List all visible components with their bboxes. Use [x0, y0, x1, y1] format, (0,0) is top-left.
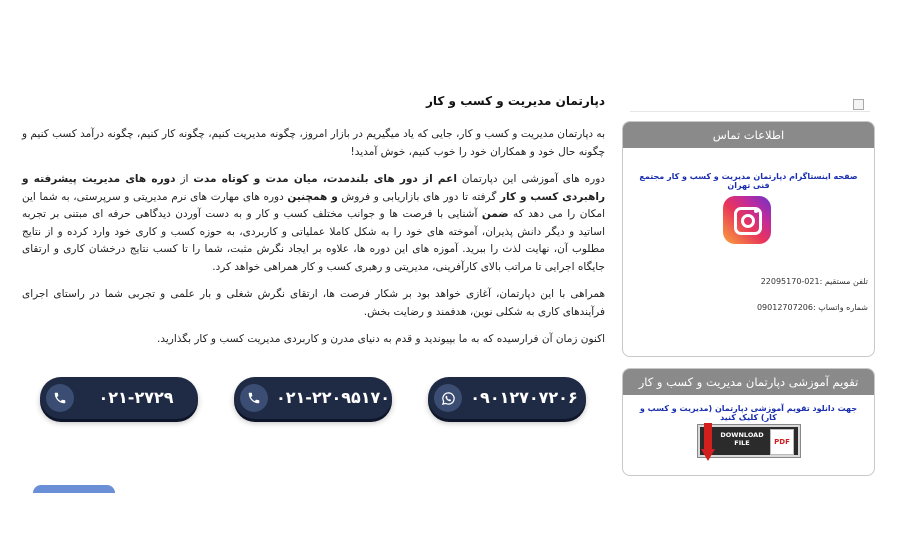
- phone-icon: [240, 384, 268, 412]
- phone-number: ۰۲۱-۲۲۰۹۵۱۷۰: [276, 388, 391, 407]
- partial-button[interactable]: [33, 485, 115, 493]
- whatsapp-button[interactable]: [428, 377, 586, 419]
- call-button-2729[interactable]: [40, 377, 198, 419]
- direct-phone: تلفن مستقیم :021-22095170: [760, 277, 868, 286]
- article-title: دپارتمان مدیریت و کسب و کار: [425, 94, 605, 108]
- contact-info-box: [622, 121, 875, 357]
- calendar-download-link[interactable]: جهت دانلود تقویم آموزشی دپارتمان (مدیریت و کسب و کار) کلیک کنید: [639, 404, 858, 422]
- phone-number: ۰۲۱-۲۷۲۹: [98, 388, 174, 407]
- pdf-icon: PDF: [770, 429, 794, 455]
- download-file-button[interactable]: [697, 424, 801, 458]
- call-button-22095170[interactable]: [234, 377, 392, 419]
- article: [22, 94, 605, 359]
- calendar-header: تقویم آموزشی دپارتمان مدیریت و کسب و کار: [623, 369, 874, 395]
- instagram-icon[interactable]: [723, 196, 771, 244]
- courses-paragraph: دوره های آموزشی این دپارتمان اعم از دور های بلندمدت، میان مدت و کوتاه مدت از دوره های مدیریت پیشرفته و راهبردی کسب و کار گرفته تا دور های بازاریابی و فروش و همچنین دوره های مهارت های نرم مدیریتی و سرپرستی، به شما این امکان را می دهد که ضمن آشنایی با فرصت ها و جوانب مختلف کسب و کار و به دست آوردن دیدگاهی حرفه ای مبتنی بر تجربه اساتید و دیگر دانش پذیران، آموخته های خود را به شکل کاملا عملیاتی و کاربردی، به حوزه کسب و کاری خود وارد کرده و از نتایج مطلوب آن، نهایت لذت را ببرید. آموزه های این دوره ها، علاوه بر ایجاد نگرش مثبت، شما را تا کسب نتایج درخشان کاری و ارتقای جایگاه اجرایی تا مراتب بالای کارآفرینی، مدیریتی و رهبری کسب و کار همراهی خواهد کرد.: [22, 173, 606, 273]
- calendar-box: [622, 368, 875, 476]
- call-to-action-paragraph: اکنون زمان آن فرارسیده که به ما بپیوندید و قدم به دنیای مدرن و کاربردی مدیریت کسب و کار بگذارید.: [157, 333, 605, 345]
- intro-paragraph: به دپارتمان مدیریت و کسب و کار، جایی که یاد میگیریم در بازار امروز، چگونه مدیریت کنیم، چگونه کار کنیم، چگونه درآمد کسب کنیم و چگونه حال خود و همکاران خود را خوب کنیم، خوش آمدید!: [22, 128, 605, 158]
- benefits-paragraph: همراهی با این دپارتمان، آغازی خواهد بود بر شکار فرصت ها، ارتقای نگرش شغلی و بار علمی و تجربی شما در راستای اجرای فرآیندهای کاری به شکلی نوین، هدفمند و رضایت بخش.: [22, 288, 605, 318]
- broken-image-icon: [853, 99, 864, 110]
- broken-image: [630, 99, 870, 112]
- phone-icon: [46, 384, 74, 412]
- download-arrow-icon: [701, 423, 715, 461]
- instagram-page-link[interactable]: صفحه اینستاگرام دپارتمان مدیریت و کسب و کار مجتمع فنی تهران: [639, 172, 858, 190]
- whatsapp-number-text: شماره واتساپ :09012707206: [756, 303, 868, 312]
- contact-info-header: اطلاعات تماس: [623, 122, 874, 148]
- download-label: DOWNLOAD FILE: [720, 431, 764, 447]
- whatsapp-icon: [434, 384, 462, 412]
- whatsapp-number: ۰۹۰۱۲۷۰۷۲۰۶: [470, 388, 578, 407]
